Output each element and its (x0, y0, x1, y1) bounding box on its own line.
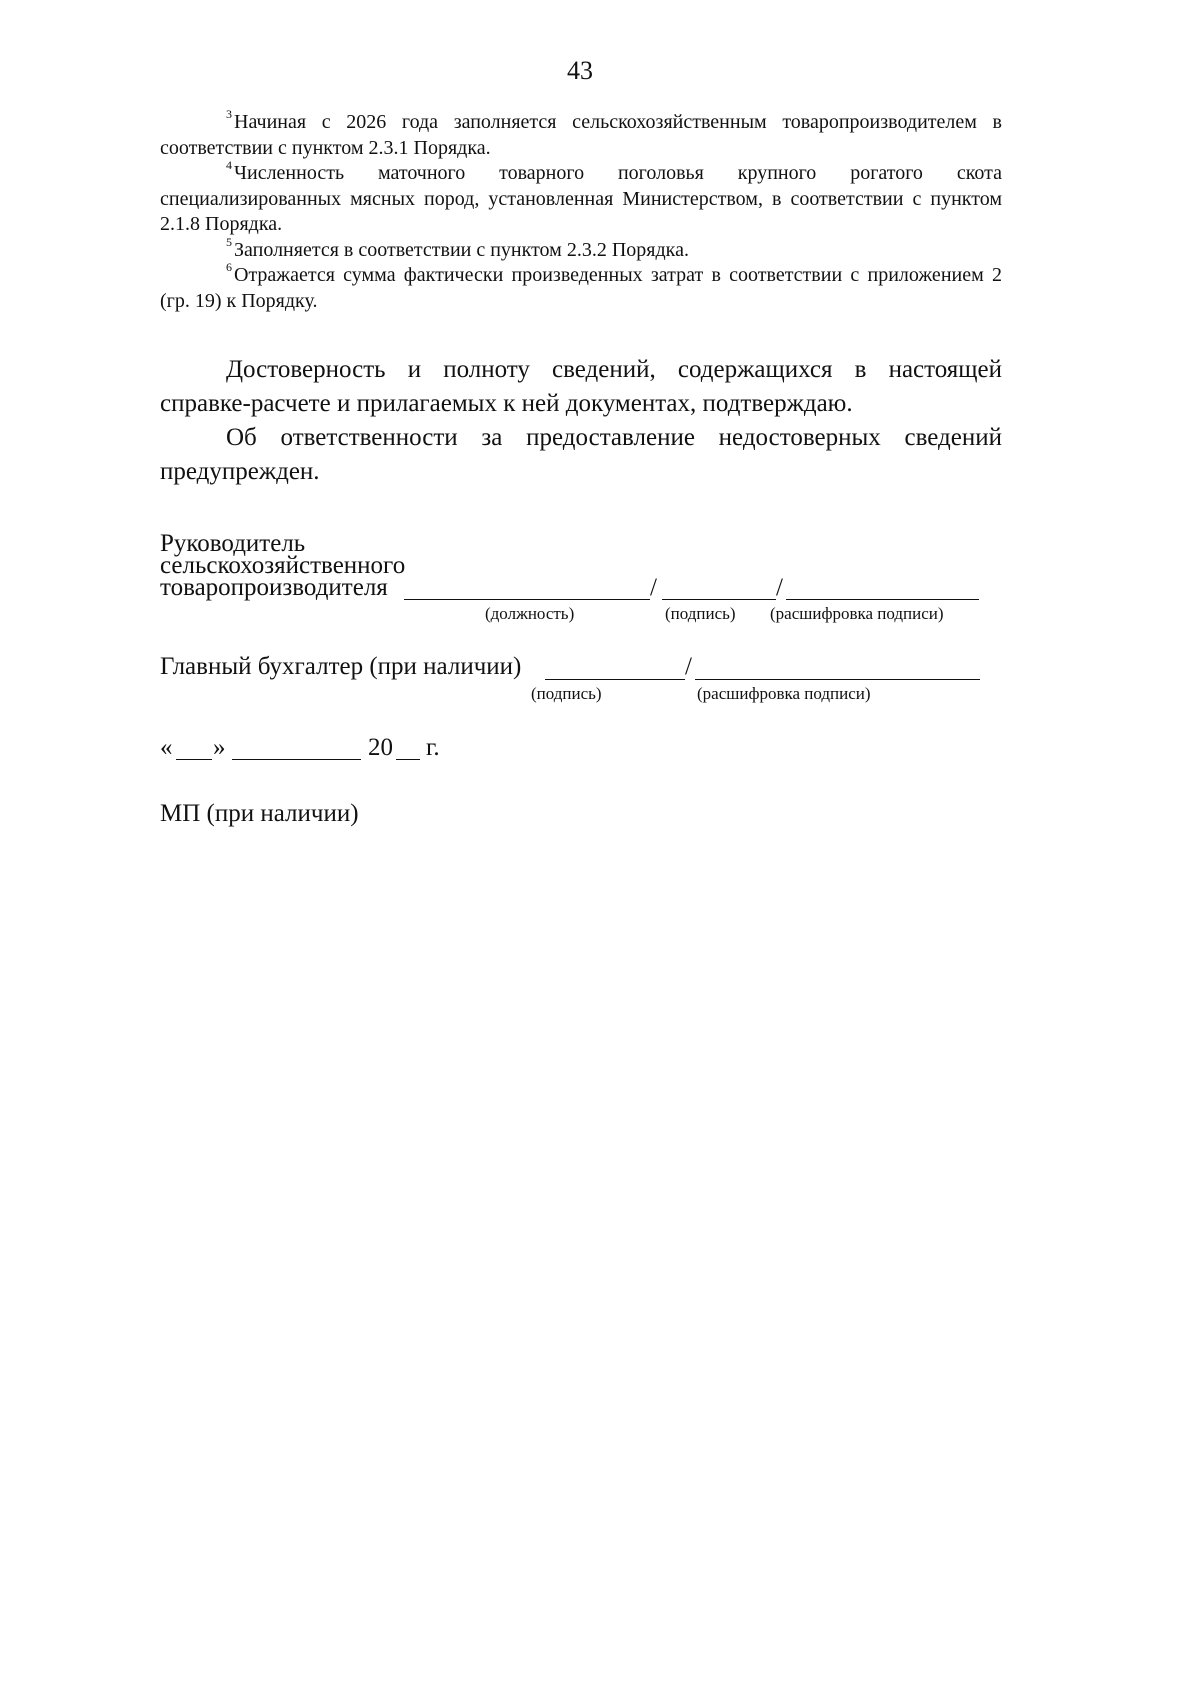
accountant-label: Главный бухгалтер (при наличии) (160, 653, 522, 680)
footnote-text: Численность маточного товарного поголовья крупного рогатого скота специализированных мясных пород, установленная Министерством, в соответствии с пунктом 2.1.8 Порядка. (160, 162, 1002, 235)
date-year-suffix: г. (426, 734, 440, 761)
slash-separator: / (776, 574, 783, 601)
signature-decoding-field[interactable] (786, 599, 979, 600)
date-close-quote: » (213, 734, 226, 761)
footnote-3 (160, 107, 1002, 161)
slash-separator: / (685, 653, 692, 680)
stamp-label: МП (при наличии) (160, 800, 359, 827)
footnote-number: 6 (226, 260, 232, 274)
footnote-number: 3 (226, 107, 232, 121)
footnote-4 (160, 158, 1002, 238)
date-year-field[interactable] (396, 759, 420, 760)
footnote-text: Заполняется в соответствии с пунктом 2.3.2 Порядка. (234, 238, 689, 261)
head-label-line-3: товаропроизводителя (160, 574, 388, 601)
position-field[interactable] (404, 599, 650, 600)
certification-statement (160, 353, 1002, 489)
footnote-number: 4 (226, 158, 232, 172)
accountant-signature-decoding-field[interactable] (695, 679, 980, 680)
date-day-field[interactable] (176, 759, 212, 760)
date-month-field[interactable] (232, 759, 361, 760)
footnote-number: 5 (226, 234, 232, 249)
date-year-prefix: 20 (368, 734, 393, 761)
footnote-text: Начиная с 2026 года заполняется сельскохозяйственным товаропроизводителем в соответствии с пунктом 2.3.1 Порядка. (160, 111, 1002, 159)
footnote-5 (160, 234, 1002, 264)
statement-paragraph-1: Достоверность и полноту сведений, содержащихся в настоящей справке-расчете и прилагаемых к ней документах, подтверждаю. (160, 356, 1002, 417)
statement-paragraph-2: Об ответственности за предоставление недостоверных сведений предупрежден. (160, 424, 1002, 485)
slash-separator: / (650, 574, 657, 601)
caption-accountant-signature: (подпись) (531, 684, 602, 703)
footnote-6 (160, 260, 1002, 314)
caption-signature: (подпись) (665, 604, 736, 623)
footnote-text: Отражается сумма фактически произведенных затрат в соответствии с приложением 2 (гр. 19) к Порядку. (160, 264, 1002, 312)
date-open-quote: « (160, 734, 173, 761)
caption-signature-decoding: (расшифровка подписи) (770, 604, 944, 623)
caption-position: (должность) (485, 604, 575, 623)
signature-field[interactable] (662, 599, 776, 600)
head-label-line-1: Руководитель (160, 530, 306, 557)
page-number: 43 (567, 56, 593, 85)
accountant-signature-field[interactable] (545, 679, 685, 680)
head-label-line-2: сельскохозяйственного (160, 552, 406, 579)
caption-accountant-signature-decoding: (расшифровка подписи) (697, 684, 871, 703)
footnotes (160, 107, 1002, 314)
